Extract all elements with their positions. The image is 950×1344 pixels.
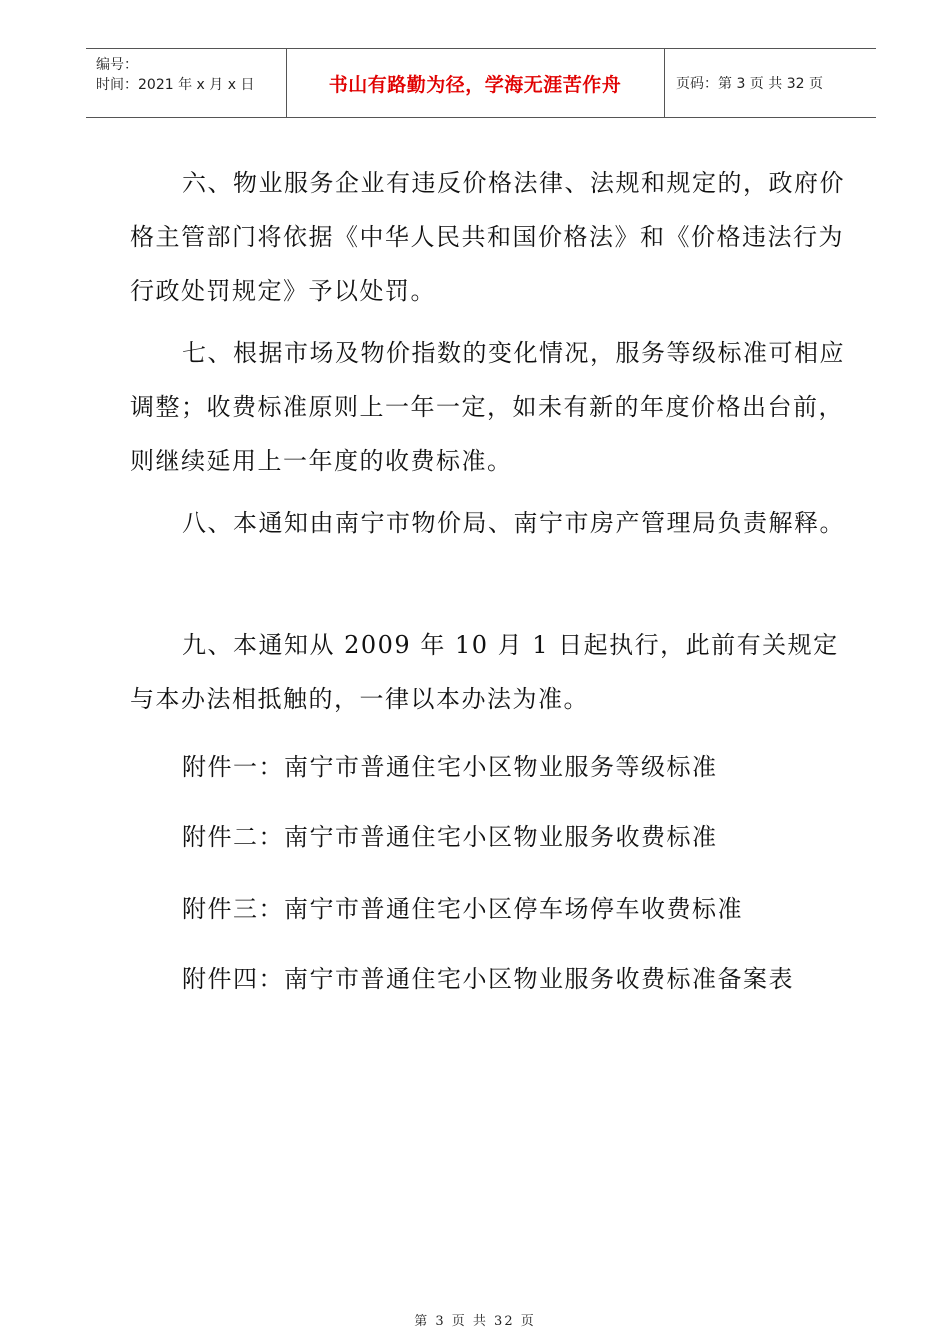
paragraph-text: 七、根据市场及物价指数的变化情况，服务等级标准可相应调整；收费标准原则上一年一定，如未有新的年度价格出台前，则继续延用上一年度的收费标准。	[130, 339, 845, 475]
attachment-text: 附件二：南宁市普通住宅小区物业服务收费标准	[182, 823, 718, 851]
attachment-3	[130, 882, 850, 936]
attachment-text: 附件一：南宁市普通住宅小区物业服务等级标准	[182, 753, 718, 781]
header-divider	[664, 49, 665, 117]
attachment-text: 附件四：南宁市普通住宅小区物业服务收费标准备案表	[182, 965, 794, 993]
paragraph-text: 八、本通知由南宁市物价局、南宁市房产管理局负责解释。	[182, 509, 845, 537]
document-number-label: 编号：	[96, 57, 138, 73]
header-motto: 书山有路勤为径，学海无涯苦作舟	[328, 73, 622, 96]
paragraph-text: 九、本通知从 2009 年 10 月 1 日起执行，此前有关规定与本办法相抵触的，一律以本办法为准。	[130, 631, 839, 713]
paragraph-text: 六、物业服务企业有违反价格法律、法规和规定的，政府价格主管部门将依据《中华人民共和国价格法》和《价格违法行为行政处罚规定》予以处罚。	[130, 169, 845, 305]
attachment-text: 附件三：南宁市普通住宅小区停车场停车收费标准	[182, 895, 743, 923]
attachment-2	[130, 810, 850, 864]
paragraph-8	[130, 496, 850, 550]
header-page-info: 页码：第 3 页 共 32 页	[676, 76, 823, 92]
paragraph-7	[130, 326, 850, 488]
document-time: 时间：2021 年 x 月 x 日	[96, 77, 255, 93]
document-header	[86, 48, 876, 118]
header-meta	[86, 49, 286, 117]
header-divider	[286, 49, 287, 117]
attachment-4	[130, 952, 850, 1006]
paragraph-6	[130, 156, 850, 318]
page-footer: 第 3 页 共 32 页	[414, 1314, 536, 1329]
paragraph-9	[130, 618, 850, 726]
attachment-1	[130, 740, 850, 794]
